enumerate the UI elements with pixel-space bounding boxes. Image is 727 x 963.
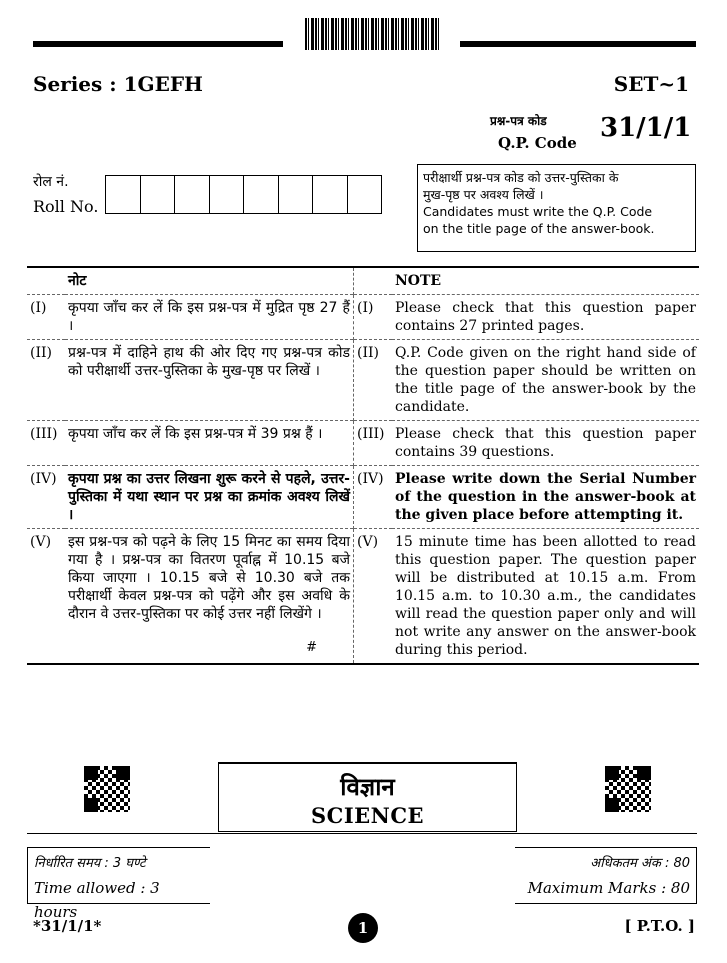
note-number-hindi: (II)	[30, 345, 52, 361]
note-number: (II)	[354, 340, 393, 421]
candidate-instruction-box	[417, 164, 696, 252]
note-number-hindi: (V)	[30, 534, 52, 550]
set-label: SET~1	[613, 72, 689, 96]
pto-label: [ P.T.O. ]	[624, 917, 695, 935]
notes-header-row	[27, 267, 699, 295]
qr-code-right	[605, 766, 651, 812]
candidate-note-en-1: Candidates must write the Q.P. Code	[423, 204, 653, 219]
roll-label-hindi: रोल नं.	[33, 174, 69, 190]
maximum-marks-box	[515, 847, 697, 904]
roll-number-boxes[interactable]	[105, 175, 382, 214]
note-number-hindi: (I)	[30, 300, 47, 316]
roll-digit-box[interactable]	[106, 176, 141, 213]
page-number: 1	[348, 913, 378, 943]
notes-table	[27, 266, 699, 665]
note-text-hindi: कृपया जाँच कर लें कि इस प्रश्न-पत्र में मुद्रित पृष्ठ 27 हैं ।	[68, 300, 350, 334]
footer-code: *31/1/1*	[33, 917, 102, 935]
candidate-note-hindi-1: परीक्षार्थी प्रश्न-पत्र कोड को उत्तर-पुस्तिका के	[423, 170, 619, 185]
note-text: Please check that this question paper contains 39 questions.	[395, 426, 696, 460]
roll-label: Roll No.	[33, 197, 99, 216]
note-text-hindi: प्रश्न-पत्र में दाहिने हाथ की ओर दिए गए प्रश्न-पत्र कोड को परीक्षार्थी उत्तर-पुस्तिका के मुख-पृष्ठ पर लिखें ।	[68, 345, 350, 379]
time-allowed-box	[27, 847, 210, 921]
roll-digit-box[interactable]	[141, 176, 176, 213]
hash-mark: #	[306, 640, 317, 655]
roll-digit-box[interactable]	[348, 176, 382, 213]
roll-digit-box[interactable]	[244, 176, 279, 213]
subject-underline	[27, 833, 697, 834]
note-number-hindi: (III)	[30, 426, 58, 442]
note-number: (V)	[354, 529, 393, 665]
top-rule-left	[33, 41, 283, 47]
note-row	[27, 466, 699, 529]
note-number: (IV)	[354, 466, 393, 529]
candidate-note-hindi-2: मुख-पृष्ठ पर अवश्य लिखें ।	[423, 187, 544, 202]
note-number: (I)	[354, 295, 393, 340]
note-text: Q.P. Code given on the right hand side of the question paper should be written on the title page of the answer-book by the candidate.	[395, 345, 696, 415]
qp-code-label-hindi: प्रश्न-पत्र कोड	[490, 114, 547, 128]
note-text: Please check that this question paper contains 27 printed pages.	[395, 300, 696, 334]
maximum-marks-hindi: अधिकतम अंक : 80	[590, 856, 690, 871]
time-allowed-hindi: निर्धारित समय : 3 घण्टे	[34, 856, 146, 871]
note-text: Please write down the Serial Number of the question in the answer-book at the given place before attempting it.	[395, 471, 696, 523]
note-row	[27, 421, 699, 466]
note-row	[27, 529, 699, 665]
qr-code-left	[84, 766, 130, 812]
subject-box	[218, 762, 517, 832]
note-row	[27, 340, 699, 421]
note-number-hindi: (IV)	[30, 471, 57, 487]
roll-digit-box[interactable]	[175, 176, 210, 213]
candidate-note-en-2: on the title page of the answer-book.	[423, 221, 655, 236]
note-text: 15 minute time has been allotted to read this question paper. The question paper will be distributed at 10.15 a.m. From 10.15 a.m. to 10.30 a.m., the candidates will read the question paper only and will not write any answer on the answer-book during this period.	[395, 534, 696, 658]
note-text-hindi: इस प्रश्न-पत्र को पढ़ने के लिए 15 मिनट का समय दिया गया है । प्रश्न-पत्र का वितरण पूर्वाह्न में 10.15 बजे किया जाएगा । 10.15 बजे से 10.30 बजे तक परीक्षार्थी केवल प्रश्न-पत्र को पढ़ेंगे और इस अवधि के दौरान वे उत्तर-पुस्तिका पर कोई उत्तर नहीं लिखेंगे ।	[68, 534, 350, 622]
note-text-hindi: कृपया प्रश्न का उत्तर लिखना शुरू करने से पहले, उत्तर-पुस्तिका में यथा स्थान पर प्रश्न का क्रमांक अवश्य लिखें ।	[68, 471, 350, 523]
series-label: Series : 1GEFH	[33, 72, 203, 96]
note-row	[27, 295, 699, 340]
roll-digit-box[interactable]	[313, 176, 348, 213]
note-text-hindi: कृपया जाँच कर लें कि इस प्रश्न-पत्र में 39 प्रश्न हैं ।	[68, 426, 323, 442]
top-rule-right	[460, 41, 696, 47]
roll-digit-box[interactable]	[279, 176, 314, 213]
maximum-marks: Maximum Marks : 80	[527, 879, 690, 897]
note-number: (III)	[354, 421, 393, 466]
roll-digit-box[interactable]	[210, 176, 245, 213]
qp-code-value: 31/1/1	[600, 113, 692, 143]
qp-code-label: Q.P. Code	[498, 134, 577, 152]
barcode	[305, 18, 439, 50]
notes-heading-hindi: नोट	[65, 267, 354, 295]
notes-heading: NOTE	[392, 267, 699, 295]
subject-title: SCIENCE	[310, 803, 425, 828]
subject-hindi: विज्ञान	[340, 773, 395, 801]
time-allowed: Time allowed : 3 hours	[34, 879, 160, 921]
note-text-hindi-cell	[65, 529, 354, 665]
